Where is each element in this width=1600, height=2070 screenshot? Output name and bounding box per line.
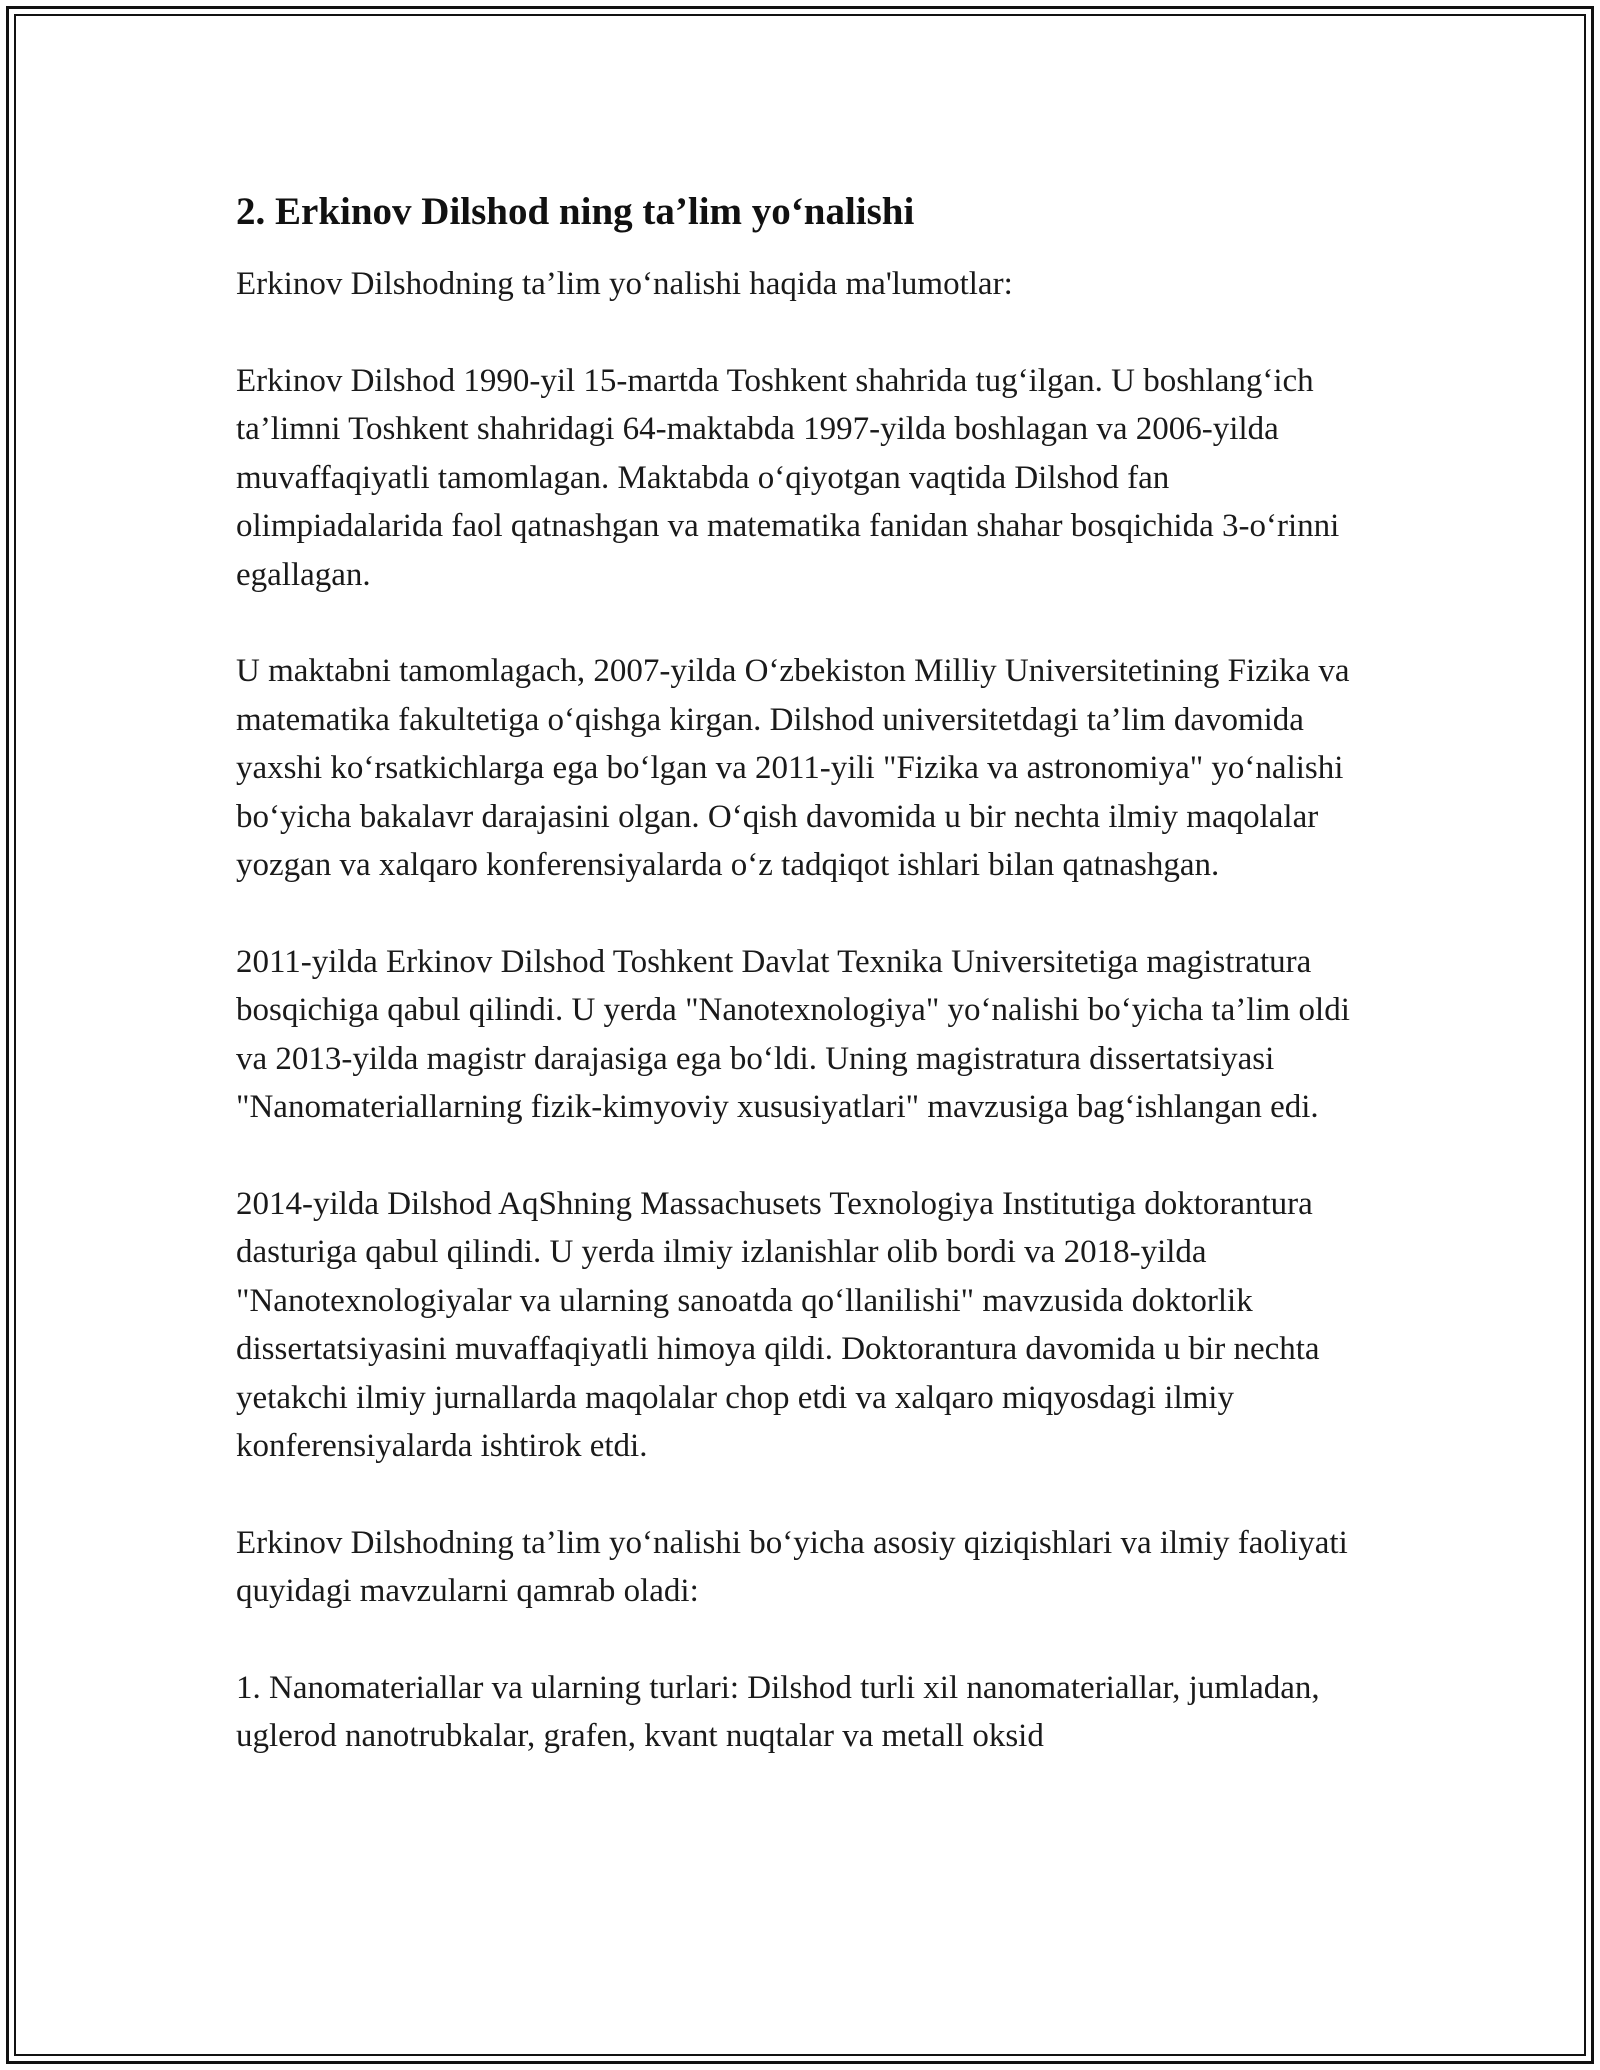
paragraph-masters: 2011-yilda Erkinov Dilshod Toshkent Davlat Texnika Universitetiga magistratura bosqichiga qabul qilindi. U yerda "Nanotexnologiya" yo‘nalishi bo‘yicha ta’lim oldi va 2013-yilda magistr darajasiga ega bo‘ldi. Uning magistratura dissertatsiyasi "Nanomateriallarning fizik-kimyoviy xususiyatlari" mavzusiga bag‘ishlangan edi. xyxy=(236,943,1350,1125)
section-title: 2. Erkinov Dilshod ning ta’lim yo‘nalishi xyxy=(236,190,915,233)
paragraph-doctorate: 2014-yilda Dilshod AqShning Massachusets Texnologiya Institutiga doktorantura dasturiga qabul qilindi. U yerda ilmiy izlanishlar olib bordi va 2018-yilda "Nanotexnologiyalar va ularning sanoatda qo‘llanilishi" mavzusida doktorlik dissertatsiyasini muvaffaqiyatli himoya qildi. Doktorantura davomida u bir nechta yetakchi ilmiy jurnallarda maqolalar chop etdi va xalqaro miqyosdagi ilmiy konferensiyalarda ishtirok etdi. xyxy=(236,1185,1320,1464)
document-body xyxy=(236,186,1376,1809)
paragraph-university: U maktabni tamomlagach, 2007-yilda O‘zbekiston Milliy Universitetining Fizika va matematika fakultetiga o‘qishga kirgan. Dilshod universitetdagi ta’lim davomida yaxshi ko‘rsatkichlarga ega bo‘lgan va 2011-yili "Fizika va astronomiya" yo‘nalishi bo‘yicha bakalavr darajasini olgan. O‘qish davomida u bir nechta ilmiy maqolalar yozgan va xalqaro konferensiyalarda o‘z tadqiqot ishlari bilan qatnashgan. xyxy=(236,653,1350,883)
paragraph-interests-intro: Erkinov Dilshodning ta’lim yo‘nalishi bo‘yicha asosiy qiziqishlari va ilmiy faoliyati quyidagi mavzularni qamrab oladi: xyxy=(236,1524,1348,1609)
paragraph-school: Erkinov Dilshod 1990-yil 15-martda Toshkent shahrida tug‘ilgan. U boshlang‘ich ta’limni Toshkent shahridagi 64-maktabda 1997-yilda boshlagan va 2006-yilda muvaffaqiyatli tamomlagan. Maktabda o‘qiyotgan vaqtida Dilshod fan olimpiadalarida faol qatnashgan va matematika fanidan shahar bosqichida 3-o‘rinni egallagan. xyxy=(236,362,1340,593)
paragraph-intro: Erkinov Dilshodning ta’lim yo‘nalishi haqida ma'lumotlar: xyxy=(236,266,1013,302)
list-item-nanomaterials: 1. Nanomateriallar va ularning turlari: Dilshod turli xil nanomateriallar, jumladan, uglerod nanotrubkalar, grafen, kvant nuqtalar va metall oksid xyxy=(236,1669,1320,1754)
